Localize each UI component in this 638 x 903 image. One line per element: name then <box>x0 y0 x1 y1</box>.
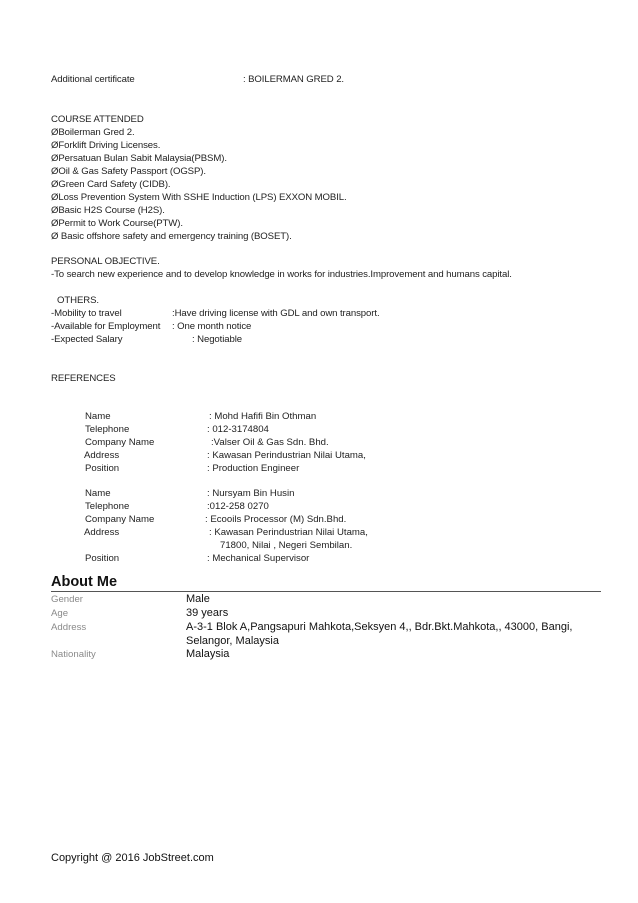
reference-value: :Valser Oil & Gas Sdn. Bhd. <box>211 437 329 448</box>
copyright-footer: Copyright @ 2016 JobStreet.com <box>51 852 214 864</box>
about-label-gender: Gender <box>51 594 83 605</box>
reference-label: Company Name <box>85 514 155 525</box>
reference-value: : Nursyam Bin Husin <box>207 488 295 499</box>
about-label-age: Age <box>51 608 69 619</box>
reference-label: Position <box>85 553 120 564</box>
course-item: ØBoilerman Gred 2. <box>51 127 135 138</box>
about-label-nationality: Nationality <box>51 649 96 660</box>
others-label: -Available for Employment <box>51 321 161 332</box>
course-attended-heading: COURSE ATTENDED <box>51 114 144 125</box>
reference-label: Telephone <box>85 424 130 435</box>
course-item: ØGreen Card Safety (CIDB). <box>51 179 171 190</box>
others-label: -Expected Salary <box>51 334 123 345</box>
about-value-nationality: Malaysia <box>186 648 230 660</box>
additional-certificate-value: : BOILERMAN GRED 2. <box>243 74 344 85</box>
about-value-address-line2: Selangor, Malaysia <box>186 635 279 647</box>
reference-value: 71800, Nilai , Negeri Sembilan. <box>220 540 353 551</box>
reference-value: : Mohd Hafifi Bin Othman <box>209 411 317 422</box>
course-item: ØForklift Driving Licenses. <box>51 140 161 151</box>
reference-value: : Production Engineer <box>207 463 300 474</box>
about-value-gender: Male <box>186 593 210 605</box>
reference-label: Company Name <box>85 437 155 448</box>
reference-value: : Ecooils Processor (M) Sdn.Bhd. <box>205 514 347 525</box>
about-value-age: 39 years <box>186 607 229 619</box>
others-value: : Negotiable <box>192 334 243 345</box>
others-value: : One month notice <box>172 321 252 332</box>
about-value-address: A-3-1 Blok A,Pangsapuri Mahkota,Seksyen 4,, Bdr.Bkt.Mahkota,, 43000, Bangi, <box>186 621 573 633</box>
reference-value: : Kawasan Perindustrian Nilai Utama, <box>207 450 366 461</box>
reference-value: : Mechanical Supervisor <box>207 553 310 564</box>
course-item: Ø Basic offshore safety and emergency training (BOSET). <box>51 231 292 242</box>
about-me-heading: About Me <box>51 574 118 590</box>
others-value: :Have driving license with GDL and own transport. <box>172 308 380 319</box>
reference-label: Address <box>84 527 120 538</box>
course-item: ØBasic H2S Course (H2S). <box>51 205 165 216</box>
reference-value: :012-258 0270 <box>207 501 269 512</box>
course-item: ØOil & Gas Safety Passport (OGSP). <box>51 166 206 177</box>
reference-label: Name <box>85 411 111 422</box>
course-item: ØPermit to Work Course(PTW). <box>51 218 183 229</box>
personal-objective-heading: PERSONAL OBJECTIVE. <box>51 256 160 267</box>
additional-certificate-label: Additional certificate <box>51 74 135 85</box>
reference-label: Address <box>84 450 120 461</box>
references-heading: REFERENCES <box>51 373 116 384</box>
reference-label: Telephone <box>85 501 130 512</box>
course-item: ØPersatuan Bulan Sabit Malaysia(PBSM). <box>51 153 227 164</box>
others-label: -Mobility to travel <box>51 308 122 319</box>
course-item: ØLoss Prevention System With SSHE Induction (LPS) EXXON MOBIL. <box>51 192 347 203</box>
others-heading: OTHERS. <box>57 295 99 306</box>
personal-objective-text: -To search new experience and to develop knowledge in works for industries.Improvement and humans capital. <box>51 269 512 280</box>
reference-value: : Kawasan Perindustrian Nilai Utama, <box>209 527 368 538</box>
about-me-divider <box>51 591 601 592</box>
reference-label: Name <box>85 488 111 499</box>
reference-label: Position <box>85 463 120 474</box>
about-label-address: Address <box>51 622 87 633</box>
reference-value: : 012-3174804 <box>207 424 269 435</box>
